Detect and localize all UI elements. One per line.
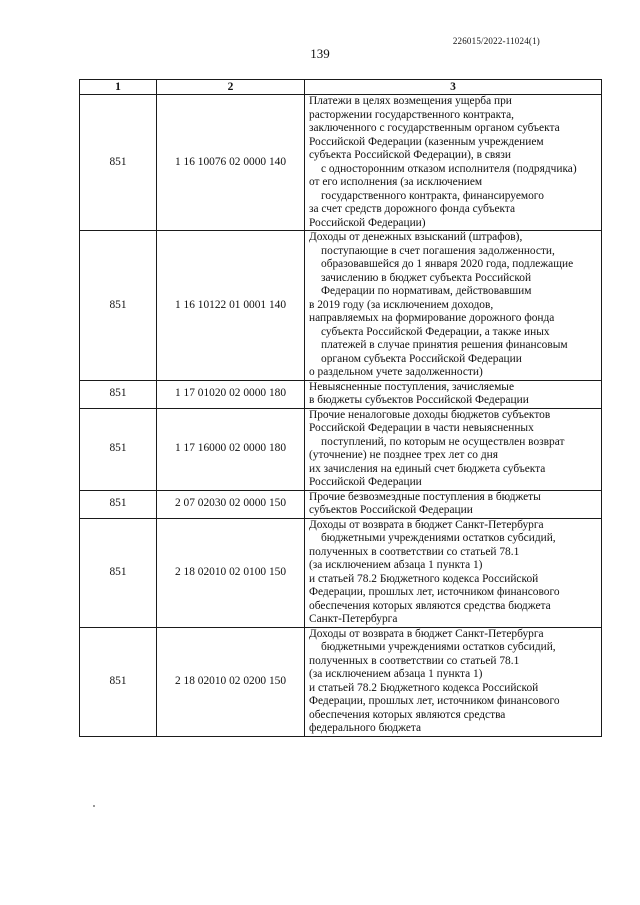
budget-classification-code-cell: 2 18 02010 02 0200 150 [157, 627, 305, 736]
description-line: Федерации, прошлых лет, источником финансового [309, 586, 560, 598]
table-row [80, 490, 602, 518]
revenue-description-cell [305, 490, 602, 518]
table-row [80, 231, 602, 381]
description-line: Невыясненные поступления, зачисляемые [309, 380, 514, 393]
description-line: расторжении государственного контракта, [309, 108, 514, 121]
description-line: бюджетными учреждениями остатков субсидий, [321, 532, 556, 544]
revenue-description-cell [305, 231, 602, 381]
admin-code-cell: 851 [80, 627, 157, 736]
description-line: субъекта Российской Федерации), в связи [309, 149, 511, 161]
table-row [80, 627, 602, 736]
table-row [80, 408, 602, 490]
description-line: заключенного с государственным органом субъекта [309, 122, 560, 134]
budget-classification-code-cell: 2 18 02010 02 0100 150 [157, 518, 305, 627]
description-line: субъекта Российской Федерации, а также иных [321, 325, 550, 338]
description-line: платежей в случае принятия решения финансовым [321, 339, 568, 351]
description-line: Российской Федерации (казенным учреждением [309, 135, 544, 148]
description-line: (уточнение) не позднее трех лет со дня [309, 449, 498, 461]
description-line: обеспечения которых являются средства бюджета [309, 599, 551, 612]
admin-code-cell: 851 [80, 231, 157, 381]
description-line: направляемых на формирование дорожного фонда [309, 312, 555, 324]
description-line: Российской Федерации) [309, 216, 426, 229]
description-line: обеспечения которых являются средства [309, 708, 506, 721]
scan-artifact-dot [93, 805, 95, 807]
description-line: Санкт-Петербурга [309, 613, 398, 625]
description-line: в 2019 году (за исключением доходов, [309, 298, 494, 311]
description-line: государственного контракта, финансируемого [321, 189, 544, 202]
description-line: и статьей 78.2 Бюджетного кодекса Российской [309, 572, 539, 585]
description-line: Платежи в целях возмещения ущерба при [309, 95, 512, 107]
revenue-description-cell [305, 627, 602, 736]
budget-classification-code-cell: 1 16 10122 01 0001 140 [157, 231, 305, 381]
table-row [80, 380, 602, 408]
description-line: образовавшейся до 1 января 2020 года, подлежащие [321, 258, 574, 270]
revenue-description-cell [305, 518, 602, 627]
description-line: полученных в соответствии со статьей 78.1 [309, 545, 520, 558]
revenue-description-cell [305, 380, 602, 408]
budget-classification-code-cell: 1 17 01020 02 0000 180 [157, 380, 305, 408]
description-line: поступлений, по которым не осуществлен возврат [321, 435, 565, 448]
admin-code-cell: 851 [80, 380, 157, 408]
description-line: от его исполнения (за исключением [309, 176, 483, 188]
admin-code-cell: 851 [80, 490, 157, 518]
description-line: в бюджеты субъектов Российской Федерации [309, 394, 529, 406]
document-id: 226015/2022-11024(1) [452, 36, 540, 46]
admin-code-cell: 851 [80, 95, 157, 231]
description-line: органом субъекта Российской Федерации [321, 352, 522, 365]
budget-classification-code-cell: 1 17 16000 02 0000 180 [157, 408, 305, 490]
column-header-1: 1 [80, 80, 157, 95]
description-line: (за исключением абзаца 1 пункта 1) [309, 559, 483, 571]
description-line: федерального бюджета [309, 722, 422, 734]
budget-classification-code-cell: 1 16 10076 02 0000 140 [157, 95, 305, 231]
table-row [80, 518, 602, 627]
description-line: о раздельном учете задолженности) [309, 366, 483, 378]
column-header-2: 2 [157, 80, 305, 95]
budget-classification-code-cell: 2 07 02030 02 0000 150 [157, 490, 305, 518]
page-number: 139 [310, 46, 330, 61]
description-line: Доходы от денежных взысканий (штрафов), [309, 231, 523, 243]
description-line: Прочие безвозмездные поступления в бюджеты [309, 490, 541, 503]
column-header-3: 3 [305, 80, 602, 95]
revenue-description-cell [305, 408, 602, 490]
description-line: бюджетными учреждениями остатков субсидий, [321, 641, 556, 653]
table-header [80, 80, 602, 95]
description-line: за счет средств дорожного фонда субъекта [309, 203, 516, 215]
description-line: и статьей 78.2 Бюджетного кодекса Российской [309, 681, 539, 694]
admin-code-cell: 851 [80, 518, 157, 627]
description-line: полученных в соответствии со статьей 78.1 [309, 654, 520, 667]
description-line: Российской Федерации в части невыясненных [309, 422, 534, 434]
admin-code-cell: 851 [80, 408, 157, 490]
description-line: (за исключением абзаца 1 пункта 1) [309, 668, 483, 680]
description-line: Прочие неналоговые доходы бюджетов субъектов [309, 408, 551, 421]
description-line: Доходы от возврата в бюджет Санкт-Петербурга [309, 627, 544, 640]
description-line: поступающие в счет погашения задолженности, [321, 244, 555, 257]
description-line: субъектов Российской Федерации [309, 504, 473, 516]
table-body [80, 95, 602, 737]
description-line: их зачисления на единый счет бюджета субъекта [309, 462, 546, 475]
description-line: зачислению в бюджет субъекта Российской [321, 271, 532, 284]
revenue-description-cell [305, 95, 602, 231]
description-line: Российской Федерации [309, 476, 422, 488]
description-line: Федерации по нормативам, действовавшим [321, 285, 532, 297]
revenue-codes-table [79, 79, 602, 737]
description-line: Федерации, прошлых лет, источником финансового [309, 695, 560, 707]
description-line: Доходы от возврата в бюджет Санкт-Петербурга [309, 518, 544, 531]
table-row [80, 95, 602, 231]
header-row [80, 80, 602, 95]
description-line: с односторонним отказом исполнителя (подрядчика) [321, 162, 577, 175]
